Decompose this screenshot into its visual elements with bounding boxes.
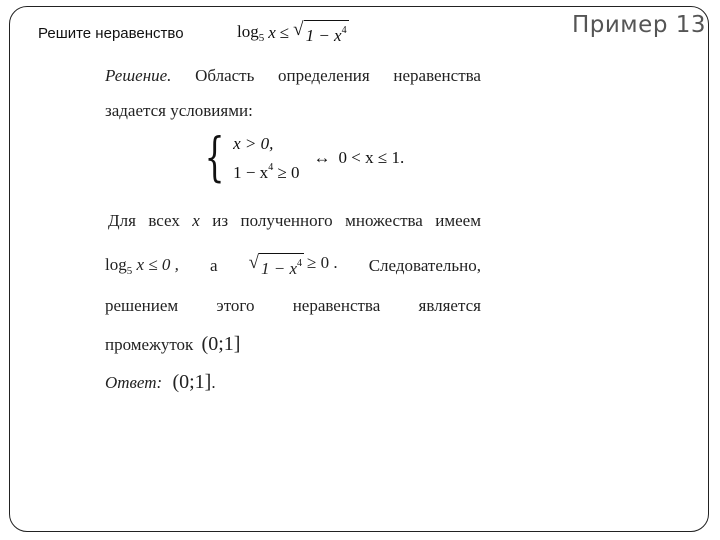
equivalence bbox=[314, 148, 405, 168]
word: этого bbox=[216, 296, 255, 315]
word: решением bbox=[105, 296, 179, 315]
task-label: Решите неравенство bbox=[38, 25, 184, 42]
relation: ≤ bbox=[279, 22, 290, 42]
solution-line-6 bbox=[105, 296, 481, 316]
equiv-result: 0 < x ≤ 1. bbox=[338, 148, 405, 167]
word: является bbox=[418, 296, 481, 315]
answer-label: Ответ: bbox=[105, 373, 163, 392]
solution-line-2: задается условиями: bbox=[105, 101, 253, 120]
answer-interval: (0;1] bbox=[172, 371, 212, 393]
variable-x: x bbox=[268, 22, 276, 42]
word: всех bbox=[148, 211, 180, 230]
conditions-system bbox=[198, 128, 405, 188]
slide-title: Пример 13 bbox=[571, 12, 706, 38]
log-text: $\log_5$ bbox=[237, 21, 265, 44]
log-inequality: $\log_5 x \le 0$ , bbox=[105, 254, 179, 277]
solution-line-1 bbox=[105, 66, 481, 86]
sqrt-inequality: √ $1 - x^4$ ≥ 0 . bbox=[248, 252, 338, 278]
word: из bbox=[212, 211, 229, 230]
solution-heading: Решение. bbox=[105, 66, 172, 85]
solution-line-4 bbox=[108, 211, 481, 231]
word: x bbox=[192, 211, 200, 230]
word: Область bbox=[195, 66, 255, 85]
word: неравенства bbox=[292, 296, 381, 315]
system-row-1: x > 0, bbox=[233, 133, 274, 153]
solution-line-5 bbox=[105, 253, 481, 278]
brace-icon: { bbox=[204, 128, 225, 188]
word: Следовательно, bbox=[368, 255, 481, 275]
system-row-2: $1 - x^4 \ge 0$ bbox=[233, 161, 300, 182]
word: множества bbox=[345, 211, 423, 230]
word: определения bbox=[278, 66, 370, 85]
word: неравенства bbox=[393, 66, 481, 85]
word: полученного bbox=[240, 211, 333, 230]
interval: (0;1] bbox=[201, 333, 241, 355]
solution-line-7: промежуток (0;1] bbox=[105, 333, 241, 355]
equiv-arrow-icon: ↔ bbox=[313, 148, 331, 167]
sqrt-expression: √ $1 - x^4$ bbox=[293, 19, 347, 45]
task-inequality bbox=[237, 20, 349, 45]
answer-line: Ответ: (0;1]. bbox=[105, 371, 216, 393]
word: а bbox=[209, 255, 218, 275]
word: имеем bbox=[435, 211, 481, 230]
word: Для bbox=[108, 211, 136, 230]
